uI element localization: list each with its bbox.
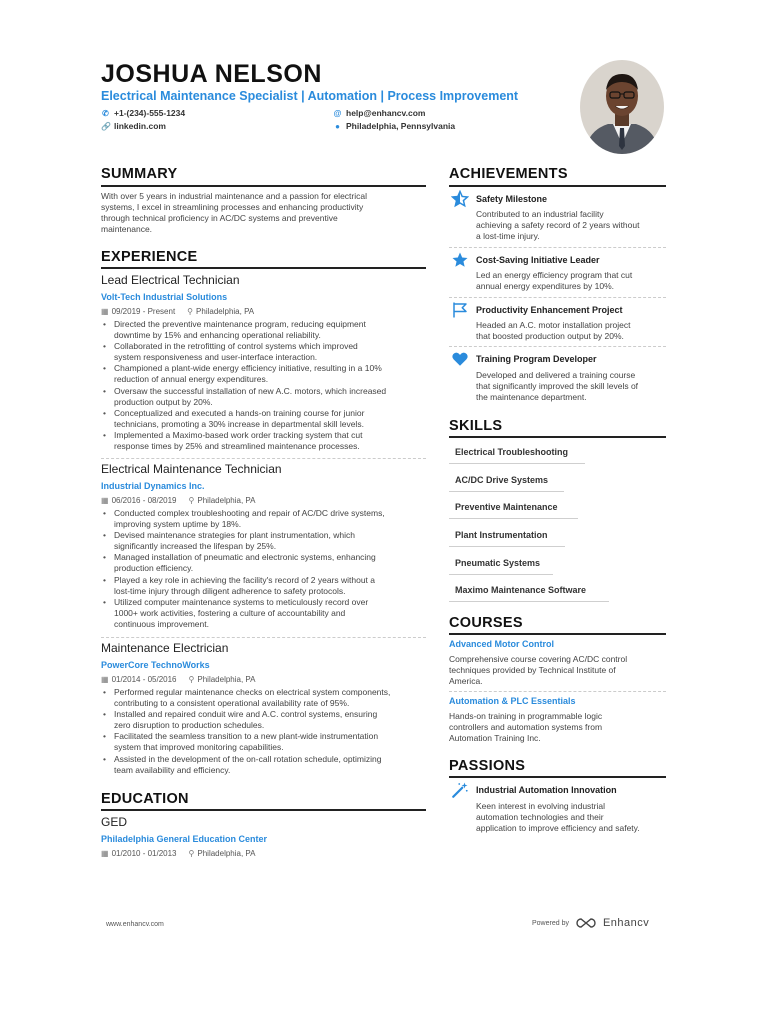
footer-powered-by[interactable]: Powered by Enhancv: [532, 917, 650, 929]
experience-rule: [101, 267, 426, 269]
list-item: • Facilitated the seamless transition to a new plant-wide instrumentation system that improved monitoring capabilities.: [101, 731, 426, 753]
heart-icon: [451, 350, 469, 368]
skill-tag: Pneumatic Systems: [449, 558, 553, 575]
job-meta: ▦ 06/2016 - 08/2019 ⚲ Philadelphia, PA: [101, 496, 256, 505]
job-bullets: [101, 319, 426, 452]
achievement-text: Led an energy efficiency program that cut annual energy expenditures by 10%.: [476, 270, 633, 291]
location-pin-icon: ●: [335, 121, 340, 131]
profile-photo: [580, 60, 664, 154]
job-company: PowerCore TechnoWorks: [101, 660, 210, 670]
courses-rule: [449, 633, 666, 635]
contact-email[interactable]: @ help@enhancv.com: [333, 108, 426, 118]
course-text: Comprehensive course covering AC/DC control techniques provided by Technical Institute of America.: [449, 654, 628, 686]
achievement-text: Developed and delivered a training course that significantly improved the skill levels of the maintenance department.: [476, 370, 639, 402]
summary-title: SUMMARY: [101, 166, 178, 182]
divider: [449, 247, 666, 248]
skill-tag: Electrical Troubleshooting: [449, 447, 585, 464]
passion-title: Industrial Automation Innovation: [476, 785, 617, 795]
list-item: • Conducted complex troubleshooting and repair of AC/DC drive systems, improving system uptime by 18%.: [101, 508, 426, 530]
course-title: Advanced Motor Control: [449, 639, 554, 649]
list-item: • Implemented a Maximo-based work order tracking system that cut response times by 25% and streamlined maintenance processes.: [101, 430, 426, 452]
link-icon: 🔗: [101, 121, 111, 131]
candidate-headline: Electrical Maintenance Specialist | Automation | Process Improvement: [101, 89, 519, 103]
divider: [449, 691, 666, 692]
flag-icon: [451, 301, 469, 319]
job-role: Lead Electrical Technician: [101, 273, 240, 287]
skill-tag: AC/DC Drive Systems: [449, 475, 564, 492]
magic-wand-icon: [451, 781, 469, 799]
contact-phone: ✆ +1-(234)-555-1234: [102, 108, 186, 118]
skill-tag: Plant Instrumentation: [449, 530, 565, 547]
education-meta: ▦ 01/2010 - 01/2013 ⚲ Philadelphia, PA: [101, 849, 256, 858]
list-item: • Managed installation of pneumatic and electronic systems, enhancing production efficiency.: [101, 552, 426, 574]
location-pin-icon: ⚲: [188, 675, 195, 684]
phone-icon: ✆: [102, 108, 109, 118]
contact-location: ● Philadelphia, Pennsylvania: [333, 121, 455, 131]
calendar-icon: ▦: [101, 496, 109, 505]
list-item: • Collaborated in the retrofitting of control systems which improved system responsiveness and user-interface interaction.: [101, 341, 426, 363]
job-meta: ▦ 09/2019 - Present ⚲ Philadelphia, PA: [101, 307, 255, 316]
job-bullets: [101, 508, 426, 630]
course-text: Hands-on training in programmable logic controllers and automation systems from Automation Training Inc.: [449, 711, 603, 743]
summary-text: With over 5 years in industrial maintenance and a passion for electrical systems, I excel in streamlining processes and enhancing productivity through technical proficiency in AC/DC systems and preventive maintenance.: [101, 191, 367, 234]
skills-rule: [449, 436, 666, 438]
list-item: • Played a key role in achieving the facility's record of 2 years without a lost-time injury through diligent adherence to safety protocols.: [101, 575, 426, 597]
summary-rule: [101, 185, 426, 187]
job-bullets: [101, 687, 426, 776]
education-degree: GED: [101, 815, 128, 829]
calendar-icon: ▦: [101, 849, 109, 858]
job-company: Industrial Dynamics Inc.: [101, 481, 205, 491]
list-item: • Oversaw the successful installation of new A.C. motors, which increased production output by 20%.: [101, 386, 426, 408]
education-school: Philadelphia General Education Center: [101, 834, 268, 844]
experience-title: EXPERIENCE: [101, 249, 198, 265]
job-meta: ▦ 01/2014 - 05/2016 ⚲ Philadelphia, PA: [101, 675, 256, 684]
enhancv-logo-icon: [575, 917, 597, 929]
skills-title: SKILLS: [449, 418, 503, 434]
job-role: Electrical Maintenance Technician: [101, 462, 282, 476]
achievement-title: Cost-Saving Initiative Leader: [476, 255, 600, 265]
achievement-title: Productivity Enhancement Project: [476, 305, 623, 315]
achievement-text: Contributed to an industrial facility achieving a safety record of 2 years without a lost-time injury.: [476, 209, 640, 241]
achievements-rule: [449, 185, 666, 187]
list-item: • Championed a plant-wide energy efficiency initiative, resulting in a 10% reduction of annual energy expenditures.: [101, 363, 426, 385]
footer-website[interactable]: www.enhancv.com: [106, 921, 164, 928]
calendar-icon: ▦: [101, 307, 109, 316]
passions-rule: [449, 776, 666, 778]
courses-title: COURSES: [449, 615, 523, 631]
contact-linkedin[interactable]: 🔗 linkedin.com: [101, 121, 166, 131]
list-item: • Directed the preventive maintenance program, reducing equipment downtime by 15% and enhancing operational reliability.: [101, 319, 426, 341]
achievement-title: Training Program Developer: [476, 354, 597, 364]
calendar-icon: ▦: [101, 675, 109, 684]
divider: [449, 297, 666, 298]
achievement-title: Safety Milestone: [476, 194, 548, 204]
skill-tag: Preventive Maintenance: [449, 502, 578, 519]
education-title: EDUCATION: [101, 791, 189, 807]
location-pin-icon: ⚲: [188, 496, 195, 505]
course-title: Automation & PLC Essentials: [449, 696, 576, 706]
candidate-name: JOSHUA NELSON: [101, 60, 322, 88]
at-icon: @: [333, 108, 342, 118]
star-icon: [451, 251, 469, 269]
job-company: Volt-Tech Industrial Solutions: [101, 292, 228, 302]
list-item: • Installed and repaired conduit wire and A.C. control systems, ensuring zero disruption to production schedules.: [101, 709, 426, 731]
star-outline-icon: [451, 190, 469, 208]
divider: [449, 346, 666, 347]
divider: [101, 458, 426, 459]
passion-text: Keen interest in evolving industrial automation technologies and their application to improve efficiency and safety.: [476, 801, 640, 833]
passions-title: PASSIONS: [449, 758, 526, 774]
divider: [101, 637, 426, 638]
skill-tag: Maximo Maintenance Software: [449, 585, 609, 602]
list-item: • Conceptualized and executed a hands-on training course for junior technicians, promoting a 30% increase in departmental skill levels.: [101, 408, 426, 430]
job-role: Maintenance Electrician: [101, 641, 229, 655]
list-item: • Utilized computer maintenance systems to meticulously record over 1000+ work activities, fostering a culture of accountability and continuous improvement.: [101, 597, 426, 630]
list-item: • Assisted in the development of the on-call rotation schedule, optimizing team availability and efficiency.: [101, 754, 426, 776]
achievement-text: Headed an A.C. motor installation project that boosted production output by 20%.: [476, 320, 631, 341]
education-rule: [101, 809, 426, 811]
location-pin-icon: ⚲: [187, 307, 194, 316]
achievements-title: ACHIEVEMENTS: [449, 166, 568, 182]
list-item: • Performed regular maintenance checks on electrical system components, contributing to a consistent operational availability rate of 95%.: [101, 687, 426, 709]
location-pin-icon: ⚲: [188, 849, 195, 858]
list-item: • Devised maintenance strategies for plant instrumentation, which significantly increased the lifespan by 25%.: [101, 530, 426, 552]
